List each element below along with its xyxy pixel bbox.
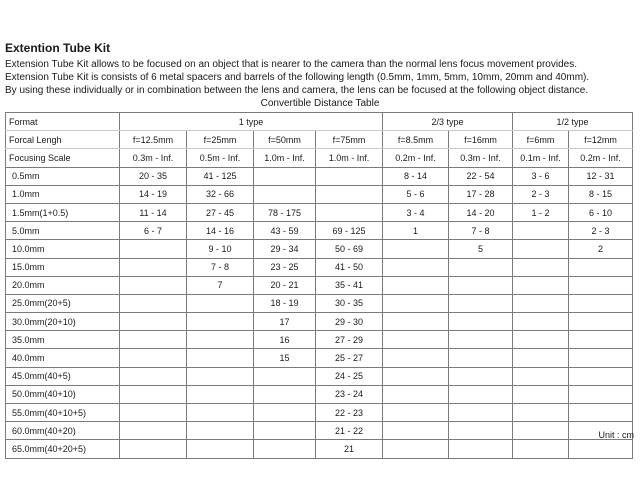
distance-cell — [120, 440, 187, 458]
distance-cell: 6 - 7 — [120, 222, 187, 240]
tube-length-cell: 40.0mm — [6, 349, 120, 367]
distance-cell — [569, 440, 633, 458]
focusing-scale-label: Focusing Scale — [6, 149, 120, 167]
distance-cell: 43 - 59 — [254, 222, 316, 240]
distance-cell — [513, 258, 569, 276]
distance-cell — [383, 385, 449, 403]
focusing-scale-header: 1.0m - Inf. — [316, 149, 383, 167]
distance-cell — [449, 404, 513, 422]
focusing-scale-header: 0.1m - Inf. — [513, 149, 569, 167]
format-group-header: 2/3 type — [383, 113, 513, 131]
distance-cell — [513, 440, 569, 458]
distance-cell — [513, 385, 569, 403]
tube-length-cell: 65.0mm(40+20+5) — [6, 440, 120, 458]
distance-cell — [120, 240, 187, 258]
distance-cell: 20 - 21 — [254, 276, 316, 294]
distance-cell: 8 - 15 — [569, 185, 633, 203]
distance-cell: 41 - 125 — [187, 167, 254, 185]
distance-cell — [569, 294, 633, 312]
distance-cell: 1 - 2 — [513, 203, 569, 221]
table-row — [6, 203, 633, 221]
table-row — [6, 331, 633, 349]
distance-cell — [513, 331, 569, 349]
distance-cell — [120, 367, 187, 385]
distance-cell — [254, 440, 316, 458]
distance-cell — [383, 240, 449, 258]
distance-cell: 27 - 29 — [316, 331, 383, 349]
distance-cell — [120, 385, 187, 403]
distance-cell — [187, 404, 254, 422]
tube-length-cell: 5.0mm — [6, 222, 120, 240]
distance-cell — [449, 385, 513, 403]
distance-cell — [449, 331, 513, 349]
unit-note: Unit : cm — [598, 430, 634, 440]
distance-cell: 27 - 45 — [187, 203, 254, 221]
distance-cell: 69 - 125 — [316, 222, 383, 240]
distance-cell — [449, 349, 513, 367]
distance-table — [5, 112, 633, 459]
distance-cell — [120, 276, 187, 294]
table-row — [6, 422, 633, 440]
distance-cell — [569, 313, 633, 331]
distance-cell — [569, 385, 633, 403]
table-row — [6, 240, 633, 258]
focal-length-header: f=12.5mm — [120, 131, 187, 149]
format-label: Format — [6, 113, 120, 131]
tube-length-cell: 55.0mm(40+10+5) — [6, 404, 120, 422]
focal-length-header: f=50mm — [254, 131, 316, 149]
table-caption: Convertible Distance Table — [260, 98, 380, 109]
intro-line: Extension Tube Kit is consists of 6 metal spacers and barrels of the following length (0.5mm, 1mm, 5mm, 10mm, 20mm and 40mm). — [5, 72, 590, 84]
tube-length-cell: 30.0mm(20+10) — [6, 313, 120, 331]
distance-cell — [383, 258, 449, 276]
focal-length-header: f=25mm — [187, 131, 254, 149]
distance-cell — [569, 276, 633, 294]
distance-cell — [254, 167, 316, 185]
distance-cell: 21 - 22 — [316, 422, 383, 440]
table-row — [6, 167, 633, 185]
tube-length-cell: 45.0mm(40+5) — [6, 367, 120, 385]
distance-cell — [254, 385, 316, 403]
tube-length-cell: 15.0mm — [6, 258, 120, 276]
distance-cell: 14 - 19 — [120, 185, 187, 203]
tube-length-cell: 0.5mm — [6, 167, 120, 185]
distance-cell — [449, 422, 513, 440]
format-group-header: 1/2 type — [513, 113, 633, 131]
distance-cell — [383, 404, 449, 422]
tube-length-cell: 20.0mm — [6, 276, 120, 294]
distance-cell: 2 — [569, 240, 633, 258]
focal-length-header: f=75mm — [316, 131, 383, 149]
distance-cell: 1 — [383, 222, 449, 240]
distance-cell — [120, 349, 187, 367]
distance-cell — [569, 349, 633, 367]
distance-cell: 2 - 3 — [569, 222, 633, 240]
distance-cell — [120, 422, 187, 440]
distance-cell — [187, 313, 254, 331]
distance-cell: 23 - 24 — [316, 385, 383, 403]
distance-cell — [513, 294, 569, 312]
distance-cell — [187, 385, 254, 403]
distance-cell: 5 - 6 — [383, 185, 449, 203]
distance-cell — [316, 185, 383, 203]
tube-length-cell: 10.0mm — [6, 240, 120, 258]
tube-length-cell: 50.0mm(40+10) — [6, 385, 120, 403]
intro-line: Extension Tube Kit allows to be focused on an object that is nearer to the camera than the normal lens focus movement provides. — [5, 59, 577, 70]
table-row — [6, 185, 633, 203]
distance-cell: 29 - 34 — [254, 240, 316, 258]
distance-cell: 21 — [316, 440, 383, 458]
header-row-focal-length — [6, 131, 633, 149]
distance-cell: 2 - 3 — [513, 185, 569, 203]
distance-cell — [449, 258, 513, 276]
distance-cell — [513, 276, 569, 294]
distance-cell — [569, 331, 633, 349]
tube-length-cell: 35.0mm — [6, 331, 120, 349]
focusing-scale-header: 0.5m - Inf. — [187, 149, 254, 167]
distance-cell — [120, 294, 187, 312]
distance-cell — [187, 294, 254, 312]
intro-line: By using these individually or in combination between the lens and camera, the lens can be focused at the following object distance. — [5, 85, 589, 97]
distance-cell: 22 - 54 — [449, 167, 513, 185]
distance-cell — [120, 313, 187, 331]
distance-cell — [383, 440, 449, 458]
distance-cell: 8 - 14 — [383, 167, 449, 185]
focal-length-header: f=16mm — [449, 131, 513, 149]
page-title: Extention Tube Kit — [5, 41, 111, 55]
distance-cell: 11 - 14 — [120, 203, 187, 221]
focusing-scale-header: 1.0m - Inf. — [254, 149, 316, 167]
tube-length-cell: 1.0mm — [6, 185, 120, 203]
distance-cell: 78 - 175 — [254, 203, 316, 221]
distance-cell — [383, 331, 449, 349]
distance-cell — [513, 404, 569, 422]
distance-cell: 30 - 35 — [316, 294, 383, 312]
intro-paragraph — [5, 58, 589, 98]
distance-cell — [513, 367, 569, 385]
distance-cell: 15 — [254, 349, 316, 367]
table-row — [6, 349, 633, 367]
table-row — [6, 276, 633, 294]
distance-cell: 14 - 20 — [449, 203, 513, 221]
table-row — [6, 440, 633, 458]
table-row — [6, 367, 633, 385]
distance-cell: 32 - 66 — [187, 185, 254, 203]
distance-cell — [513, 222, 569, 240]
table-row — [6, 385, 633, 403]
header-row-format — [6, 113, 633, 131]
tube-length-cell: 1.5mm(1+0.5) — [6, 203, 120, 221]
distance-cell: 22 - 23 — [316, 404, 383, 422]
distance-cell — [383, 367, 449, 385]
distance-cell — [383, 349, 449, 367]
distance-cell — [513, 240, 569, 258]
table-row — [6, 258, 633, 276]
distance-cell — [254, 367, 316, 385]
distance-cell: 25 - 27 — [316, 349, 383, 367]
distance-cell: 35 - 41 — [316, 276, 383, 294]
table-row — [6, 294, 633, 312]
tube-length-cell: 60.0mm(40+20) — [6, 422, 120, 440]
distance-cell — [449, 440, 513, 458]
distance-cell: 12 - 31 — [569, 167, 633, 185]
distance-cell: 3 - 6 — [513, 167, 569, 185]
distance-cell — [254, 185, 316, 203]
distance-cell: 9 - 10 — [187, 240, 254, 258]
distance-cell — [513, 422, 569, 440]
distance-cell: 14 - 16 — [187, 222, 254, 240]
distance-cell: 50 - 69 — [316, 240, 383, 258]
distance-cell — [254, 422, 316, 440]
distance-cell — [449, 313, 513, 331]
distance-cell — [383, 313, 449, 331]
distance-cell: 20 - 35 — [120, 167, 187, 185]
distance-cell — [449, 367, 513, 385]
format-group-header: 1 type — [120, 113, 383, 131]
distance-cell — [254, 404, 316, 422]
distance-cell: 16 — [254, 331, 316, 349]
distance-cell: 41 - 50 — [316, 258, 383, 276]
distance-cell — [383, 276, 449, 294]
distance-cell: 6 - 10 — [569, 203, 633, 221]
distance-cell: 24 - 25 — [316, 367, 383, 385]
distance-cell — [449, 276, 513, 294]
focusing-scale-header: 0.3m - Inf. — [120, 149, 187, 167]
focal-length-header: f=12mm — [569, 131, 633, 149]
distance-cell — [187, 422, 254, 440]
distance-cell: 7 - 8 — [187, 258, 254, 276]
focal-length-label: Forcal Lengh — [6, 131, 120, 149]
distance-cell — [120, 404, 187, 422]
table-row — [6, 313, 633, 331]
distance-cell — [187, 349, 254, 367]
distance-cell: 7 - 8 — [449, 222, 513, 240]
focusing-scale-header: 0.3m - Inf. — [449, 149, 513, 167]
distance-cell — [513, 313, 569, 331]
tube-length-cell: 25.0mm(20+5) — [6, 294, 120, 312]
distance-cell — [513, 349, 569, 367]
table-row — [6, 404, 633, 422]
distance-cell: 18 - 19 — [254, 294, 316, 312]
distance-cell: 3 - 4 — [383, 203, 449, 221]
header-row-focusing-scale — [6, 149, 633, 167]
distance-cell — [316, 167, 383, 185]
focal-length-header: f=6mm — [513, 131, 569, 149]
distance-cell: 17 — [254, 313, 316, 331]
distance-cell — [383, 294, 449, 312]
distance-cell: 7 — [187, 276, 254, 294]
distance-cell — [187, 440, 254, 458]
focusing-scale-header: 0.2m - Inf. — [569, 149, 633, 167]
focusing-scale-header: 0.2m - Inf. — [383, 149, 449, 167]
distance-cell — [120, 331, 187, 349]
distance-cell: 5 — [449, 240, 513, 258]
distance-cell — [187, 367, 254, 385]
distance-cell: 17 - 28 — [449, 185, 513, 203]
distance-cell — [569, 404, 633, 422]
distance-cell — [120, 258, 187, 276]
distance-cell: 23 - 25 — [254, 258, 316, 276]
distance-cell — [449, 294, 513, 312]
table-row — [6, 222, 633, 240]
distance-cell — [569, 367, 633, 385]
distance-cell — [316, 203, 383, 221]
distance-cell: 29 - 30 — [316, 313, 383, 331]
distance-cell — [569, 258, 633, 276]
distance-cell — [187, 331, 254, 349]
focal-length-header: f=8.5mm — [383, 131, 449, 149]
distance-cell — [383, 422, 449, 440]
